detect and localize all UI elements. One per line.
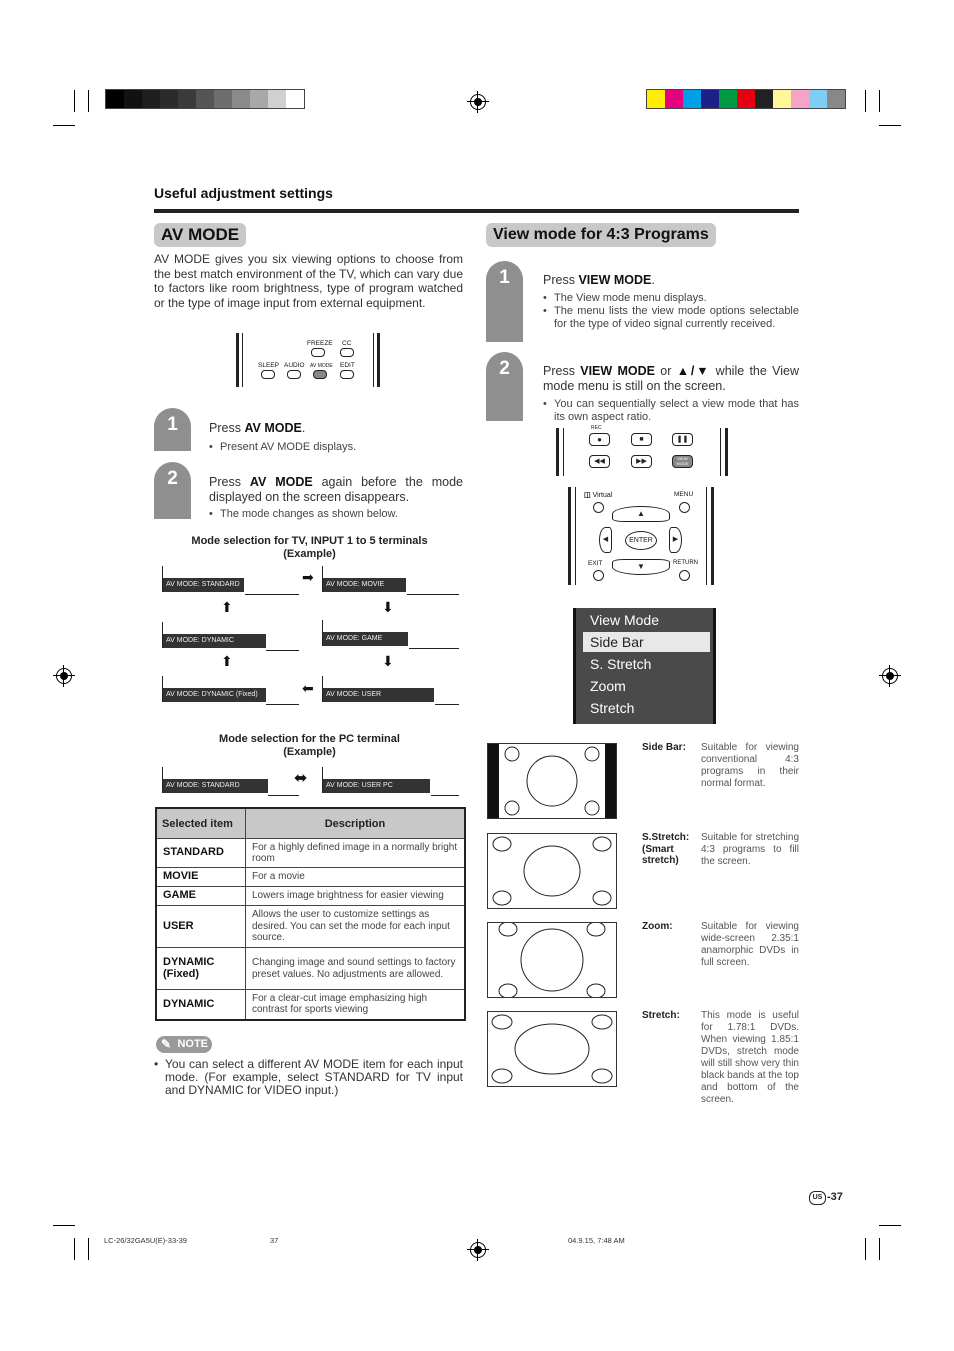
step-1-text: Press AV MODE.: [209, 421, 306, 435]
freeze-button[interactable]: [311, 348, 325, 357]
av-mode-table: [155, 807, 466, 1021]
rec-label: REC: [591, 425, 602, 431]
mode-standard: AV MODE: STANDARD: [162, 566, 299, 592]
header-rule: [154, 209, 799, 213]
mode-pc-user: AV MODE: USER PC: [322, 767, 459, 793]
mode-pc-standard: AV MODE: STANDARD: [162, 767, 299, 793]
remote-illustration-navigation: [568, 487, 714, 587]
vm-step-1-text: Press VIEW MODE.: [543, 273, 655, 287]
view-mode-menu: [573, 608, 716, 724]
stretch-label: Stretch:: [642, 1010, 680, 1021]
edit-button[interactable]: [340, 370, 354, 379]
freeze-label: FREEZE: [307, 340, 333, 347]
region-badge: US: [809, 1191, 826, 1205]
tv-mode-caption: Mode selection for TV, INPUT 1 to 5 terminals (Example): [191, 535, 428, 560]
menu-item-s-stretch[interactable]: S. Stretch: [590, 656, 652, 672]
arrow-down-icon: ⬇: [382, 599, 394, 615]
table-row: DYNAMIC For a clear-cut image emphasizing high contrast for sports viewing: [156, 990, 465, 1020]
arrow-both-icon: ⬌: [294, 770, 308, 787]
skip-back-button[interactable]: ◀◀: [589, 455, 610, 468]
step-1-badge: 1: [154, 408, 191, 451]
return-button[interactable]: [679, 570, 690, 581]
mode-user: AV MODE: USER: [322, 676, 459, 702]
footer-date: 04.9.15, 7:48 AM: [568, 1236, 625, 1245]
arrow-up-icon: ⬆: [221, 599, 233, 615]
grayscale-bar: [105, 89, 305, 109]
zoom-illustration: [487, 922, 617, 998]
mode-dynamic: AV MODE: DYNAMIC: [162, 622, 299, 648]
footer-file: LC-26/32GA5U(E)-33-39: [104, 1236, 187, 1245]
skip-forward-button[interactable]: ▶▶: [631, 455, 652, 468]
exit-button[interactable]: [593, 570, 604, 581]
table-row: USER Allows the user to customize settings as desired. You can set the mode for each input source.: [156, 906, 465, 948]
table-row: MOVIE For a movie: [156, 868, 465, 887]
table-row: GAME Lowers image brightness for easier viewing: [156, 887, 465, 906]
enter-button[interactable]: ENTER: [625, 531, 657, 550]
up-arrow-button[interactable]: ▲: [612, 506, 670, 522]
exit-label: EXIT: [588, 560, 603, 567]
vm-step-1-badge: 1: [486, 261, 523, 342]
vm-step-1-bullet: • The menu lists the view mode options selectable for the type of video signal currently received.: [554, 305, 799, 331]
return-label: RETURN: [673, 560, 698, 566]
step-1-bullet: • Present AV MODE displays.: [220, 441, 356, 454]
vm-step-2-bullet: • You can sequentially select a view mode that has its own aspect ratio.: [554, 398, 799, 424]
section-title: Useful adjustment settings: [154, 185, 333, 201]
dolby-icon: ◫: [584, 492, 591, 499]
edit-label: EDIT: [340, 362, 355, 369]
side-bar-desc: Suitable for viewing conventional 4:3 programs in their normal format.: [701, 742, 799, 789]
view-mode-button[interactable]: VIEW MODE: [672, 455, 693, 468]
table-row: DYNAMIC (Fixed) Changing image and sound settings to factory preset values. No adjustments are allowed.: [156, 948, 465, 990]
s-stretch-illustration: [487, 833, 617, 909]
footer-page: 37: [270, 1236, 279, 1245]
registration-mark: [56, 668, 72, 684]
step-2-text: Press AV MODE again before the mode displayed on the screen disappears.: [209, 475, 463, 504]
right-arrow-button[interactable]: ▶: [669, 527, 682, 553]
avmode-label: AV MODE: [310, 363, 333, 369]
arrow-up-icon: ⬆: [221, 653, 233, 669]
stretch-illustration: [487, 1011, 617, 1087]
registration-mark: [470, 1242, 486, 1258]
view-mode-menu-title: View Mode: [590, 612, 660, 628]
av-mode-button[interactable]: [313, 370, 327, 379]
cc-label: CC: [342, 340, 352, 347]
cc-button[interactable]: [340, 348, 354, 357]
pause-button[interactable]: ❚❚: [672, 433, 693, 446]
note-badge: ✎ NOTE: [156, 1036, 212, 1053]
mode-movie: AV MODE: MOVIE: [322, 566, 459, 592]
av-mode-title: AV MODE: [154, 223, 246, 247]
color-bar: [646, 89, 846, 109]
left-arrow-button[interactable]: ◀: [599, 527, 612, 553]
pencil-icon: ✎: [161, 1037, 172, 1051]
side-bar-label: Side Bar:: [642, 742, 686, 753]
sleep-label: SLEEP: [258, 362, 279, 369]
vm-step-2-badge: 2: [486, 352, 523, 421]
registration-mark: [882, 668, 898, 684]
sleep-button[interactable]: [261, 370, 275, 379]
audio-label: AUDIO: [284, 362, 305, 369]
zoom-label: Zoom:: [642, 921, 673, 932]
rec-button[interactable]: ●: [589, 433, 610, 446]
page-number: -37: [827, 1191, 843, 1203]
audio-button[interactable]: [287, 370, 301, 379]
view-mode-title: View mode for 4:3 Programs: [486, 223, 716, 247]
mode-game: AV MODE: GAME: [322, 620, 459, 646]
down-arrow-button[interactable]: ▼: [612, 559, 670, 575]
stop-button[interactable]: ■: [631, 433, 652, 446]
menu-item-side-bar[interactable]: Side Bar: [583, 632, 710, 652]
registration-mark: [470, 94, 486, 110]
menu-button[interactable]: [679, 502, 690, 513]
mode-dynamic-fixed: AV MODE: DYNAMIC (Fixed): [162, 676, 299, 702]
virtual-button[interactable]: [593, 502, 604, 513]
vm-step-1-bullet: • The View mode menu displays.: [554, 292, 799, 305]
s-stretch-desc: Suitable for stretching 4:3 programs to fill the screen.: [701, 832, 799, 867]
remote-illustration-av: [236, 333, 380, 389]
s-stretch-label: S.Stretch: (Smart stretch): [642, 832, 690, 866]
step-2-bullet: • The mode changes as shown below.: [220, 508, 398, 521]
note-text: • You can select a different AV MODE item for each input mode. (For example, select STANDARD for TV input and DYNAMIC for VIDEO input.): [154, 1057, 463, 1097]
step-2-badge: 2: [154, 462, 191, 519]
arrow-right-icon: ➡: [302, 569, 314, 585]
side-bar-illustration: [487, 743, 617, 819]
av-mode-intro: AV MODE gives you six viewing options to choose from the best match environment of the TV, which can vary due to factors like room brightness, type of program watched or the type of image input from external equipment.: [154, 252, 463, 310]
table-header: Description: [246, 808, 466, 839]
vm-step-2-text: Press VIEW MODE or ▲/▼ while the View mode menu is still on the screen.: [543, 364, 799, 393]
virtual-label: ◫ Virtual: [584, 492, 613, 499]
stretch-desc: This mode is useful for 1.78:1 DVDs. When viewing 1.85:1 DVDs, stretch mode will still show very thin black bands at the top and bottom of the screen.: [701, 1010, 799, 1105]
table-header-row: [156, 808, 465, 839]
table-header: Selected item: [156, 808, 246, 839]
pc-mode-caption: Mode selection for the PC terminal (Example): [219, 733, 400, 758]
zoom-desc: Suitable for viewing wide-screen 2.35:1 anamorphic DVDs in full screen.: [701, 921, 799, 968]
remote-illustration-transport: [556, 425, 728, 478]
menu-label: MENU: [674, 491, 694, 498]
table-row: STANDARD For a highly defined image in a normally bright room: [156, 839, 465, 868]
arrow-left-icon: ⬅: [302, 680, 314, 696]
menu-item-stretch[interactable]: Stretch: [590, 700, 635, 716]
arrow-down-icon: ⬇: [382, 653, 394, 669]
menu-item-zoom[interactable]: Zoom: [590, 678, 626, 694]
